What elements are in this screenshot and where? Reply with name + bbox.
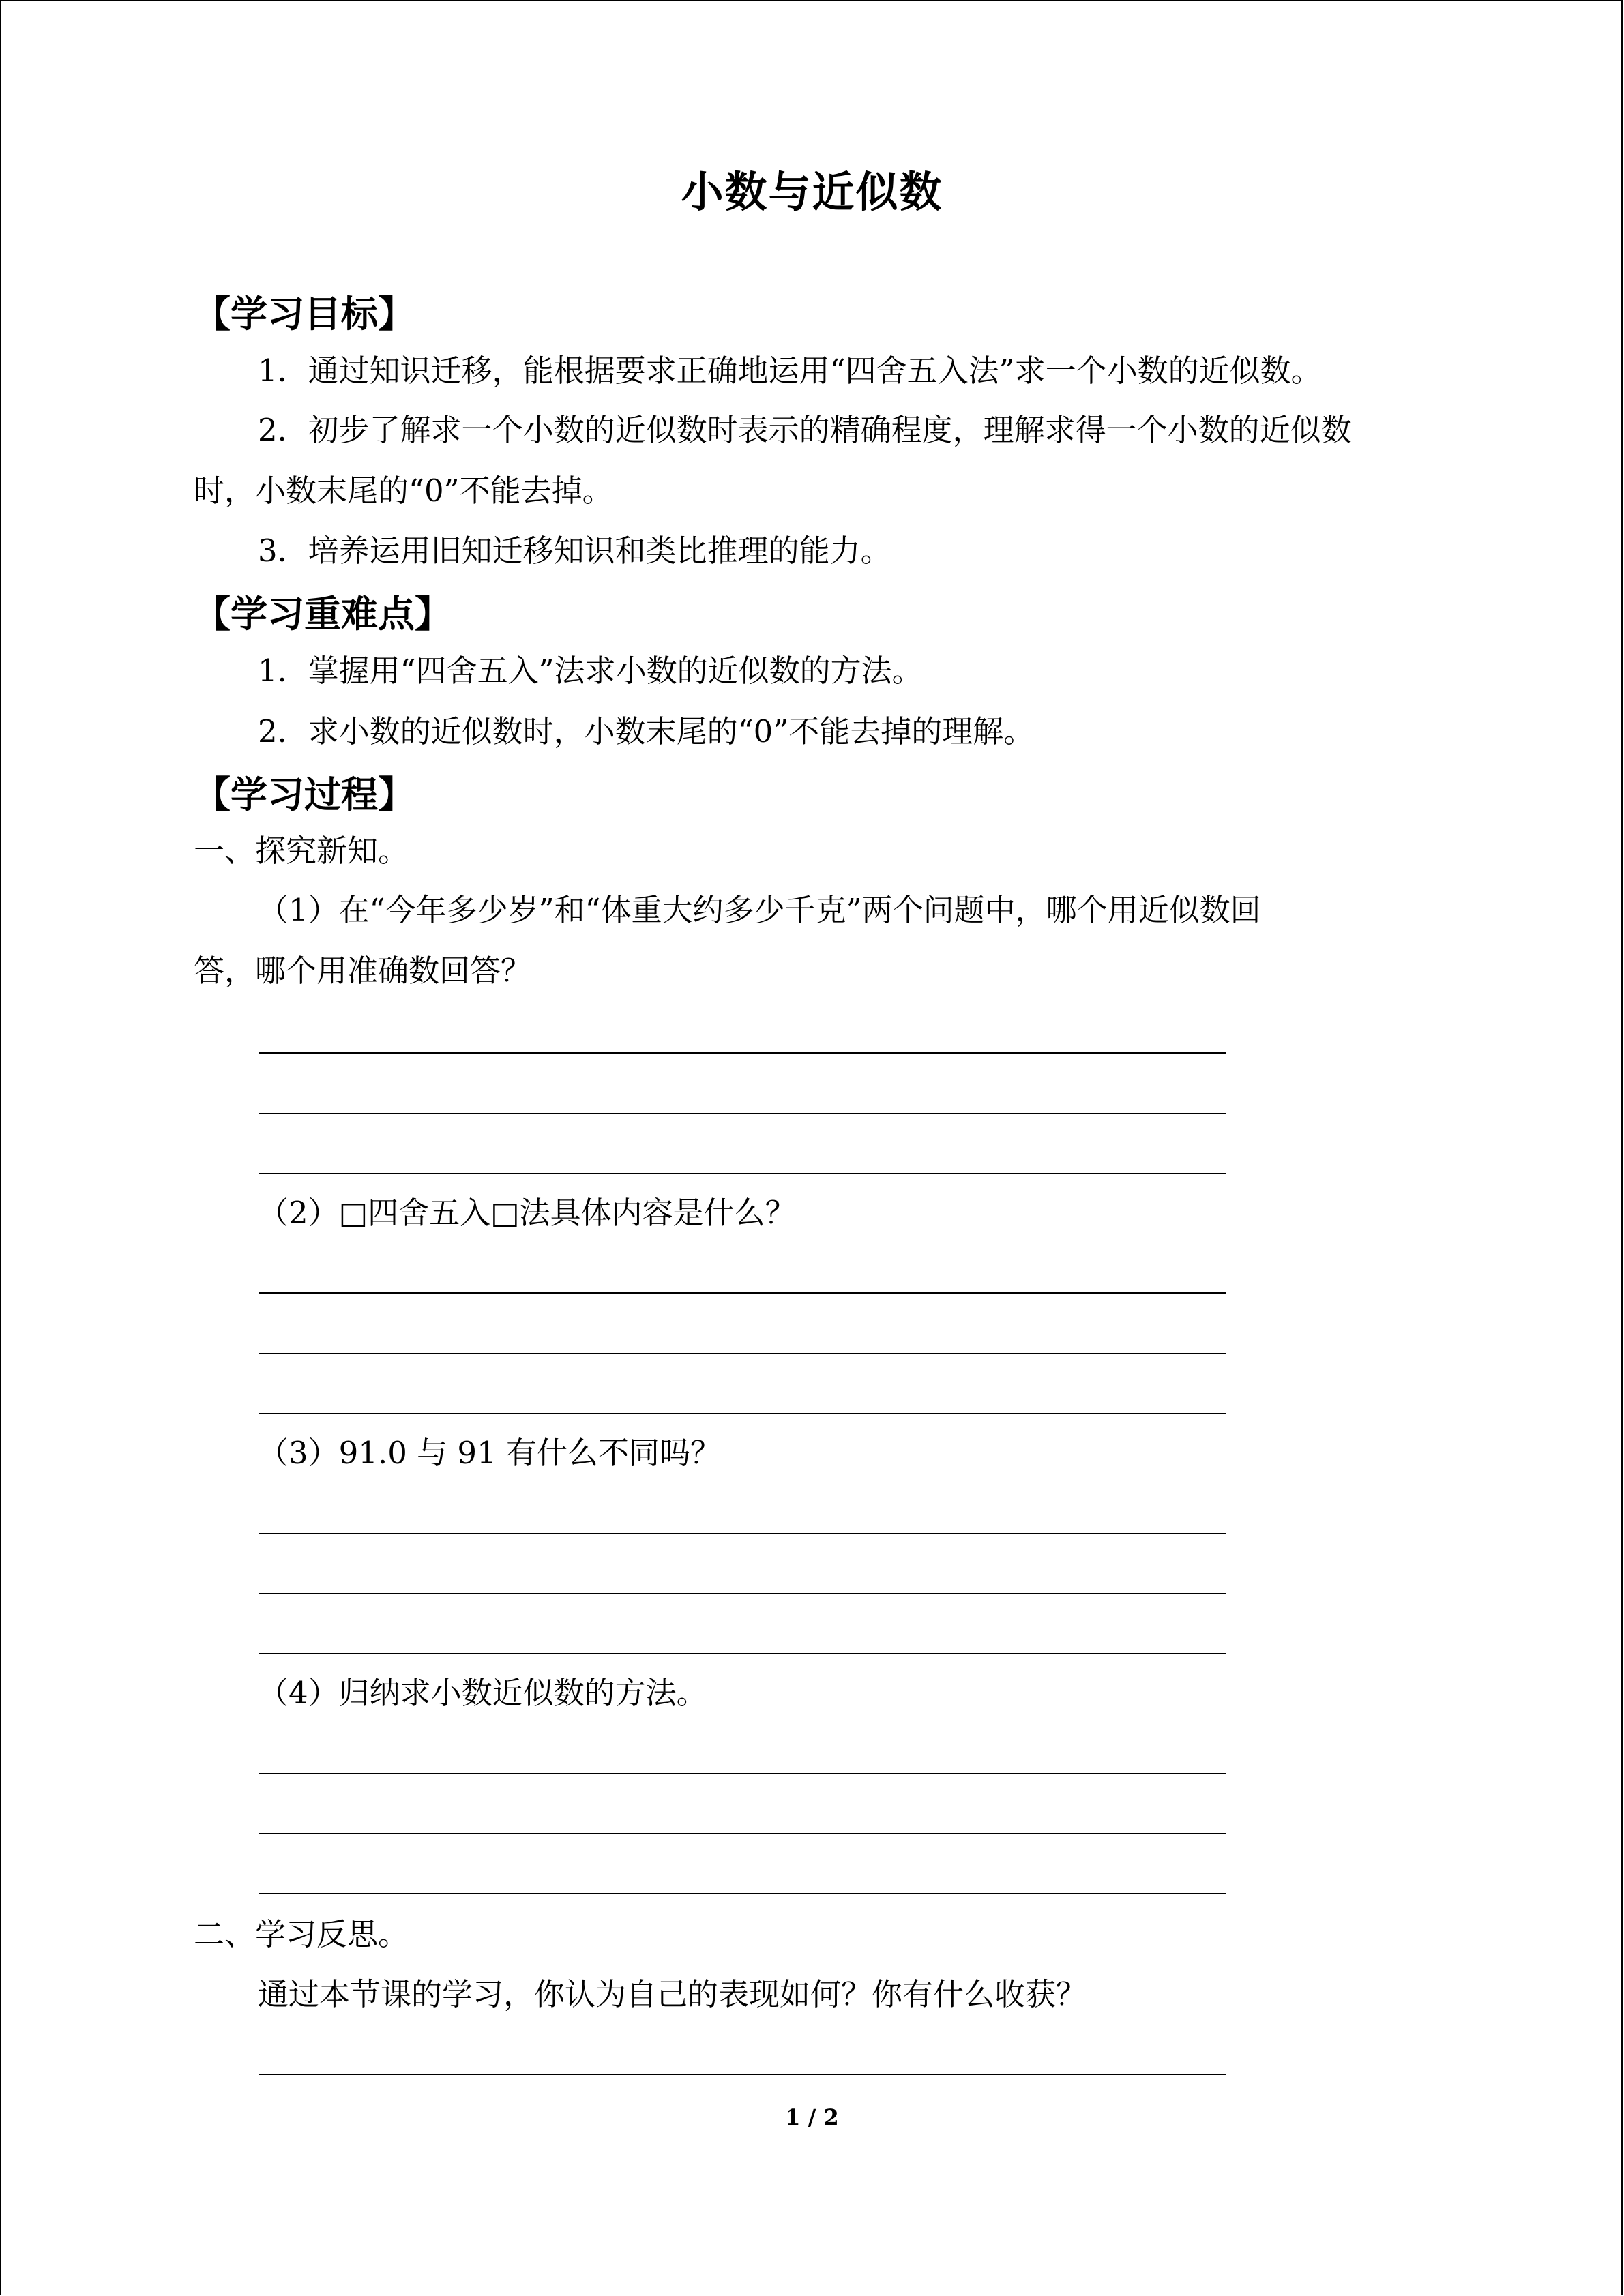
heading-key-points: 【学习重难点】 bbox=[194, 592, 452, 636]
reflection-prompt: 通过本节课的学习，你认为自己的表现如何？你有什么收获？ bbox=[258, 1976, 1087, 2012]
answer-line bbox=[259, 1893, 1226, 1894]
question-2: （2）□四舍五入□法具体内容是什么？ bbox=[258, 1195, 796, 1231]
answer-line bbox=[259, 1833, 1226, 1834]
goal-item-1: 1．通过知识迁移，能根据要求正确地运用“四舍五入法”求一个小数的近似数。 bbox=[258, 353, 1322, 389]
question-1-line-2: 答，哪个用准确数回答？ bbox=[194, 953, 532, 989]
answer-line bbox=[259, 1173, 1226, 1174]
question-4: （4）归纳求小数近似数的方法。 bbox=[258, 1675, 707, 1711]
page-number: 1 / 2 bbox=[785, 2104, 839, 2130]
answer-line bbox=[259, 1292, 1226, 1294]
answer-line bbox=[259, 2074, 1226, 2075]
goal-item-2-line-1: 2．初步了解求一个小数的近似数时表示的精确程度，理解求得一个小数的近似数 bbox=[258, 412, 1352, 448]
heading-learning-goals: 【学习目标】 bbox=[194, 292, 415, 336]
answer-line bbox=[259, 1653, 1226, 1654]
answer-line bbox=[259, 1353, 1226, 1354]
goal-item-3: 3．培养运用旧知迁移知识和类比推理的能力。 bbox=[258, 533, 891, 569]
page-title: 小数与近似数 bbox=[681, 167, 943, 217]
part-2-label: 二、学习反思。 bbox=[194, 1916, 409, 1952]
question-3: （3）91.0 与 91 有什么不同吗？ bbox=[258, 1435, 721, 1471]
goal-item-2-line-2: 时，小数末尾的“0”不能去掉。 bbox=[194, 473, 613, 509]
answer-line bbox=[259, 1533, 1226, 1534]
answer-line bbox=[259, 1593, 1226, 1594]
answer-line bbox=[259, 1413, 1226, 1414]
question-1-line-1: （1）在“今年多少岁”和“体重大约多少千克”两个问题中，哪个用近似数回 bbox=[258, 892, 1261, 928]
keypoint-item-2: 2．求小数的近似数时，小数末尾的“0”不能去掉的理解。 bbox=[258, 713, 1035, 749]
answer-line bbox=[259, 1052, 1226, 1054]
keypoint-item-1: 1．掌握用“四舍五入”法求小数的近似数的方法。 bbox=[258, 653, 923, 689]
heading-learning-process: 【学习过程】 bbox=[194, 773, 415, 816]
part-1-label: 一、探究新知。 bbox=[194, 833, 409, 869]
answer-line bbox=[259, 1113, 1226, 1114]
answer-line bbox=[259, 1773, 1226, 1774]
